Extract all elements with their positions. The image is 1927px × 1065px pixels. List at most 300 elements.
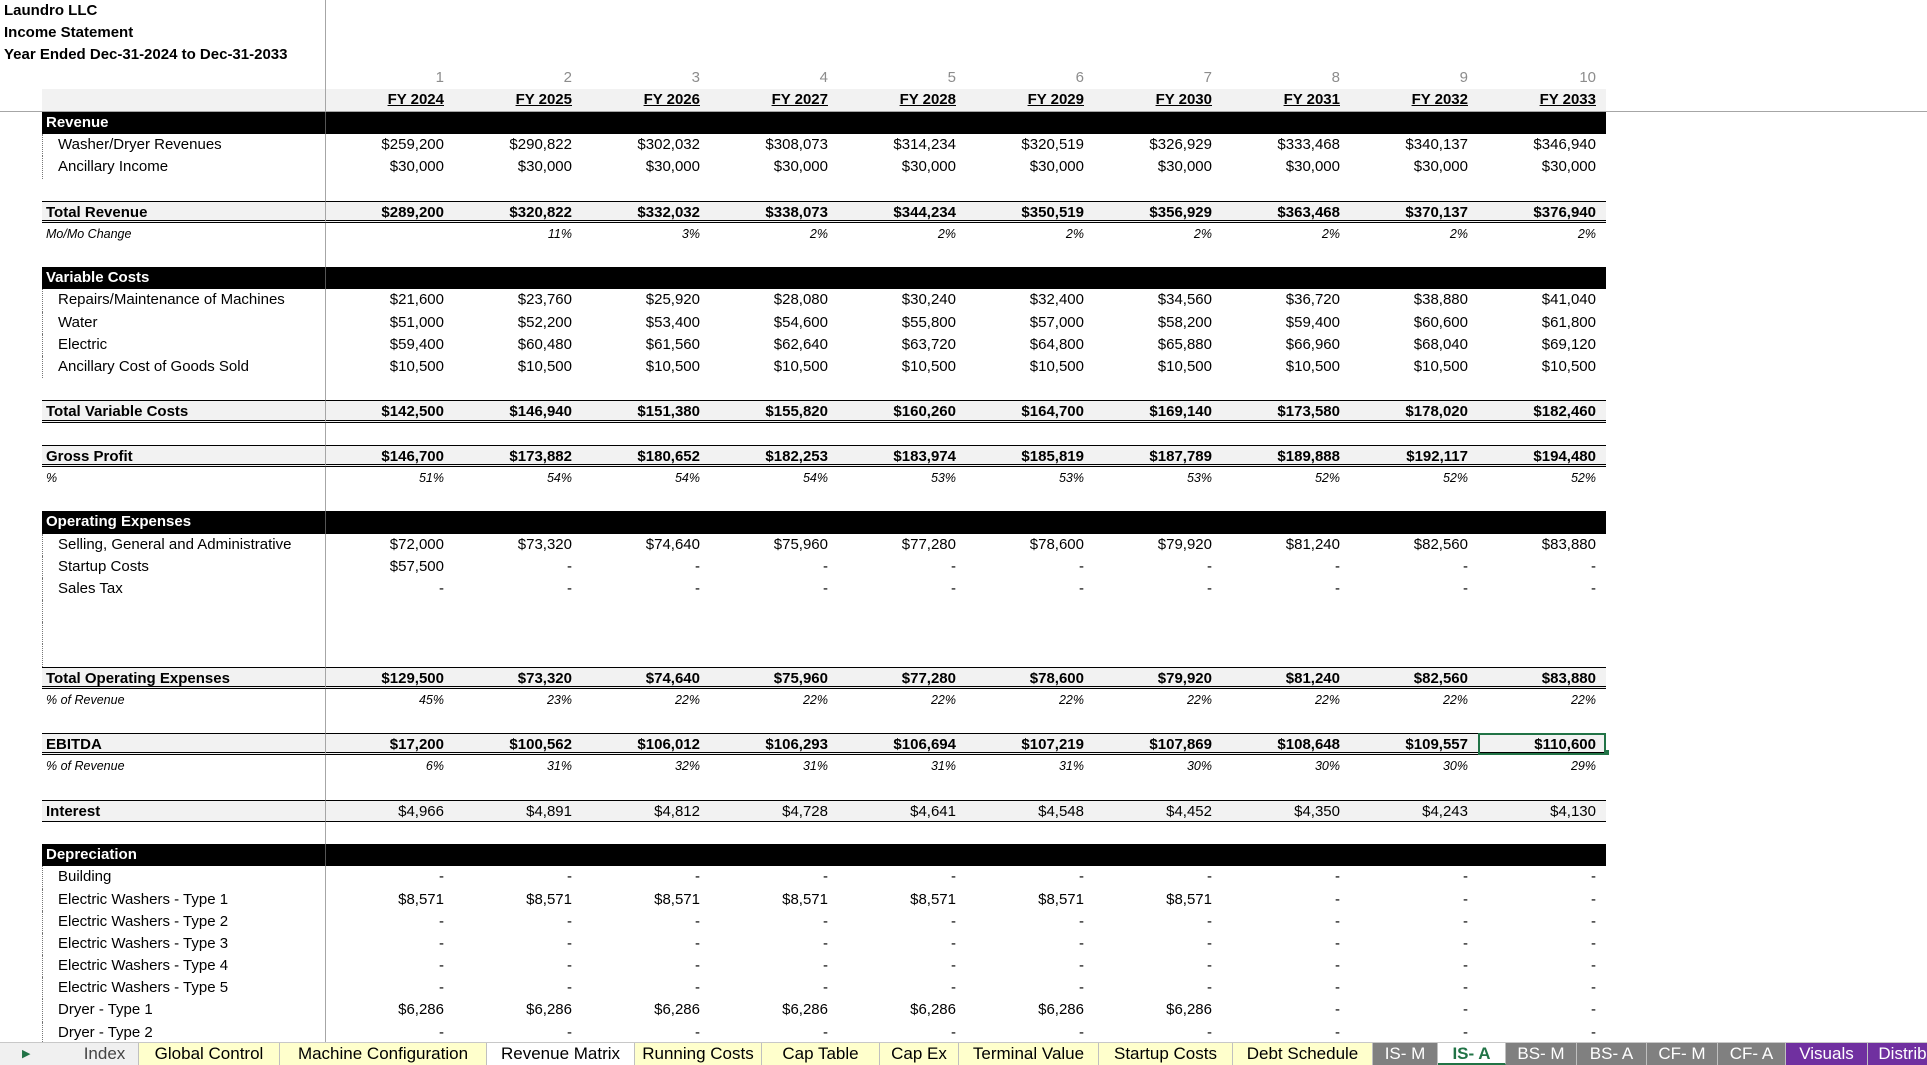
value-cell[interactable]: - bbox=[951, 1023, 956, 1041]
row-label[interactable]: Total Operating Expenses bbox=[42, 667, 326, 689]
value-cell[interactable] bbox=[966, 489, 1094, 511]
value-cell[interactable]: - bbox=[1591, 579, 1596, 597]
value-cell[interactable]: $74,640 bbox=[582, 667, 710, 689]
value-cell[interactable] bbox=[1094, 844, 1222, 866]
row-label[interactable] bbox=[42, 245, 326, 267]
value-cell[interactable]: - bbox=[695, 1023, 700, 1041]
value-cell[interactable]: 29% bbox=[1570, 759, 1596, 774]
row-label[interactable]: Total Variable Costs bbox=[42, 400, 326, 422]
value-cell[interactable] bbox=[582, 822, 710, 844]
value-cell[interactable] bbox=[1350, 423, 1478, 445]
value-cell[interactable]: $61,800 bbox=[1541, 313, 1596, 331]
value-cell[interactable] bbox=[710, 511, 838, 533]
value-cell[interactable] bbox=[838, 378, 966, 400]
value-cell[interactable]: $72,000 bbox=[389, 535, 444, 553]
value-cell[interactable] bbox=[1094, 378, 1222, 400]
value-cell[interactable] bbox=[710, 600, 838, 622]
value-cell[interactable] bbox=[966, 179, 1094, 201]
value-cell[interactable] bbox=[1350, 245, 1478, 267]
row-label[interactable]: Ancillary Cost of Goods Sold bbox=[42, 356, 326, 378]
value-cell[interactable]: 54% bbox=[674, 470, 700, 485]
value-cell[interactable]: - bbox=[823, 868, 828, 886]
value-cell[interactable]: $63,720 bbox=[901, 335, 956, 353]
value-cell[interactable] bbox=[966, 245, 1094, 267]
value-cell[interactable]: - bbox=[1463, 579, 1468, 597]
value-cell[interactable]: $8,571 bbox=[782, 890, 828, 908]
value-cell[interactable]: 2% bbox=[809, 226, 828, 241]
row-label[interactable]: Variable Costs bbox=[42, 267, 326, 289]
value-cell[interactable]: - bbox=[1079, 1023, 1084, 1041]
value-cell[interactable] bbox=[966, 511, 1094, 533]
value-cell[interactable] bbox=[454, 644, 582, 666]
value-cell[interactable] bbox=[966, 267, 1094, 289]
value-cell[interactable] bbox=[838, 179, 966, 201]
value-cell[interactable]: - bbox=[1591, 1023, 1596, 1041]
value-cell[interactable]: 53% bbox=[1186, 470, 1212, 485]
value-cell[interactable]: - bbox=[1335, 957, 1340, 975]
value-cell[interactable]: $68,040 bbox=[1413, 335, 1468, 353]
value-cell[interactable] bbox=[326, 245, 454, 267]
value-cell[interactable] bbox=[838, 778, 966, 800]
value-cell[interactable]: $55,800 bbox=[901, 313, 956, 331]
value-cell[interactable] bbox=[966, 644, 1094, 666]
value-cell[interactable] bbox=[582, 622, 710, 644]
selected-cell[interactable]: $110,600 bbox=[1478, 733, 1606, 755]
value-cell[interactable]: $4,548 bbox=[966, 800, 1094, 822]
value-cell[interactable] bbox=[1094, 423, 1222, 445]
value-cell[interactable]: $10,500 bbox=[1541, 358, 1596, 375]
value-cell[interactable]: - bbox=[1335, 868, 1340, 886]
value-cell[interactable] bbox=[838, 844, 966, 866]
row-label[interactable] bbox=[42, 778, 326, 800]
value-cell[interactable] bbox=[1094, 489, 1222, 511]
value-cell[interactable] bbox=[582, 511, 710, 533]
value-cell[interactable] bbox=[838, 267, 966, 289]
value-cell[interactable]: - bbox=[439, 912, 444, 930]
value-cell[interactable] bbox=[1222, 622, 1350, 644]
value-cell[interactable] bbox=[1478, 778, 1606, 800]
row-label[interactable]: Electric Washers - Type 2 bbox=[42, 911, 326, 933]
value-cell[interactable] bbox=[582, 112, 710, 134]
value-cell[interactable]: $83,880 bbox=[1541, 535, 1596, 553]
value-cell[interactable]: $30,000 bbox=[517, 158, 572, 176]
value-cell[interactable]: $356,929 bbox=[1094, 201, 1222, 223]
value-cell[interactable]: $10,500 bbox=[1413, 358, 1468, 375]
value-cell[interactable]: $302,032 bbox=[637, 136, 700, 154]
value-cell[interactable]: 30% bbox=[1442, 759, 1468, 774]
sheet-tab-is-a[interactable]: IS- A bbox=[1438, 1043, 1506, 1065]
value-cell[interactable]: $10,500 bbox=[389, 358, 444, 375]
value-cell[interactable] bbox=[1222, 844, 1350, 866]
row-label[interactable]: % of Revenue bbox=[42, 689, 326, 711]
scroll-tabs-right-icon[interactable]: ▶ bbox=[22, 1048, 31, 1060]
value-cell[interactable]: - bbox=[823, 912, 828, 930]
row-label[interactable] bbox=[42, 600, 326, 622]
year-header-cell[interactable] bbox=[454, 89, 582, 111]
value-cell[interactable]: $320,822 bbox=[454, 201, 582, 223]
sheet-tab-cf-m[interactable]: CF- M bbox=[1647, 1043, 1718, 1065]
value-cell[interactable]: $173,882 bbox=[454, 445, 582, 467]
sheet-tab-bs-a[interactable]: BS- A bbox=[1577, 1043, 1647, 1065]
value-cell[interactable]: $376,940 bbox=[1478, 201, 1606, 223]
value-cell[interactable]: $332,032 bbox=[582, 201, 710, 223]
value-cell[interactable] bbox=[710, 644, 838, 666]
value-cell[interactable] bbox=[326, 844, 454, 866]
value-cell[interactable] bbox=[710, 489, 838, 511]
value-cell[interactable]: $8,571 bbox=[910, 890, 956, 908]
value-cell[interactable]: $59,400 bbox=[389, 335, 444, 353]
value-cell[interactable] bbox=[326, 511, 454, 533]
value-cell[interactable]: - bbox=[695, 957, 700, 975]
value-cell[interactable]: - bbox=[1207, 912, 1212, 930]
row-label[interactable]: Building bbox=[42, 866, 326, 888]
sheet-tab-is-m[interactable]: IS- M bbox=[1373, 1043, 1438, 1065]
value-cell[interactable]: $160,260 bbox=[838, 400, 966, 422]
value-cell[interactable] bbox=[1478, 822, 1606, 844]
value-cell[interactable]: $4,350 bbox=[1222, 800, 1350, 822]
value-cell[interactable]: $17,200 bbox=[326, 733, 454, 755]
value-cell[interactable]: $54,600 bbox=[773, 313, 828, 331]
value-cell[interactable]: $66,960 bbox=[1285, 335, 1340, 353]
value-cell[interactable] bbox=[1478, 844, 1606, 866]
value-cell[interactable] bbox=[838, 245, 966, 267]
value-cell[interactable]: $189,888 bbox=[1222, 445, 1350, 467]
row-label[interactable]: Mo/Mo Change bbox=[42, 223, 326, 245]
value-cell[interactable]: - bbox=[1335, 934, 1340, 952]
value-cell[interactable]: $4,966 bbox=[326, 800, 454, 822]
value-cell[interactable]: - bbox=[1079, 934, 1084, 952]
value-cell[interactable]: - bbox=[1335, 579, 1340, 597]
value-cell[interactable]: - bbox=[439, 1023, 444, 1041]
value-cell[interactable]: - bbox=[1463, 934, 1468, 952]
value-cell[interactable]: $30,000 bbox=[389, 158, 444, 176]
value-cell[interactable] bbox=[1222, 644, 1350, 666]
value-cell[interactable]: $107,219 bbox=[966, 733, 1094, 755]
value-cell[interactable]: 3% bbox=[681, 226, 700, 241]
value-cell[interactable]: 22% bbox=[930, 692, 956, 707]
value-cell[interactable] bbox=[454, 179, 582, 201]
row-label[interactable]: Dryer - Type 2 bbox=[42, 1022, 326, 1042]
value-cell[interactable]: $164,700 bbox=[966, 400, 1094, 422]
value-cell[interactable]: $142,500 bbox=[326, 400, 454, 422]
value-cell[interactable]: - bbox=[567, 957, 572, 975]
value-cell[interactable] bbox=[582, 844, 710, 866]
value-cell[interactable]: - bbox=[951, 934, 956, 952]
value-cell[interactable]: $74,640 bbox=[645, 535, 700, 553]
value-cell[interactable] bbox=[326, 423, 454, 445]
value-cell[interactable]: - bbox=[1207, 868, 1212, 886]
value-cell[interactable]: - bbox=[1463, 912, 1468, 930]
value-cell[interactable]: - bbox=[567, 868, 572, 886]
value-cell[interactable]: $8,571 bbox=[1166, 890, 1212, 908]
value-cell[interactable]: - bbox=[1335, 1001, 1340, 1019]
value-cell[interactable] bbox=[1094, 112, 1222, 134]
value-cell[interactable] bbox=[326, 223, 454, 245]
value-cell[interactable]: $10,500 bbox=[1029, 358, 1084, 375]
value-cell[interactable]: $180,652 bbox=[582, 445, 710, 467]
value-cell[interactable]: - bbox=[439, 868, 444, 886]
value-cell[interactable]: $4,130 bbox=[1478, 800, 1606, 822]
year-header-cell[interactable] bbox=[326, 89, 454, 111]
value-cell[interactable] bbox=[966, 844, 1094, 866]
value-cell[interactable]: - bbox=[1079, 557, 1084, 575]
value-cell[interactable]: - bbox=[951, 912, 956, 930]
value-cell[interactable]: - bbox=[1591, 912, 1596, 930]
value-cell[interactable] bbox=[1478, 179, 1606, 201]
value-cell[interactable]: 2% bbox=[1449, 226, 1468, 241]
value-cell[interactable]: - bbox=[1591, 890, 1596, 908]
value-cell[interactable]: $129,500 bbox=[326, 667, 454, 689]
value-cell[interactable]: $73,320 bbox=[454, 667, 582, 689]
value-cell[interactable]: $60,600 bbox=[1413, 313, 1468, 331]
value-cell[interactable] bbox=[966, 822, 1094, 844]
value-cell[interactable] bbox=[326, 822, 454, 844]
value-cell[interactable]: $290,822 bbox=[509, 136, 572, 154]
value-cell[interactable] bbox=[454, 423, 582, 445]
value-cell[interactable] bbox=[838, 600, 966, 622]
value-cell[interactable]: - bbox=[1079, 912, 1084, 930]
value-cell[interactable]: $75,960 bbox=[710, 667, 838, 689]
value-cell[interactable]: $41,040 bbox=[1541, 291, 1596, 309]
value-cell[interactable]: $146,700 bbox=[326, 445, 454, 467]
row-label[interactable] bbox=[42, 622, 326, 644]
sheet-tab-global-control[interactable]: Global Control bbox=[139, 1043, 280, 1065]
sheet-tab-running-costs[interactable]: Running Costs bbox=[635, 1043, 762, 1065]
row-label[interactable]: Electric bbox=[42, 334, 326, 356]
value-cell[interactable]: 6% bbox=[425, 759, 444, 774]
row-label[interactable]: Electric Washers - Type 5 bbox=[42, 977, 326, 999]
value-cell[interactable]: $178,020 bbox=[1350, 400, 1478, 422]
value-cell[interactable]: - bbox=[695, 934, 700, 952]
value-cell[interactable] bbox=[326, 600, 454, 622]
value-cell[interactable]: - bbox=[951, 979, 956, 997]
value-cell[interactable] bbox=[1094, 644, 1222, 666]
value-cell[interactable]: $32,400 bbox=[1029, 291, 1084, 309]
value-cell[interactable]: $338,073 bbox=[710, 201, 838, 223]
value-cell[interactable]: 31% bbox=[546, 759, 572, 774]
value-cell[interactable] bbox=[1094, 622, 1222, 644]
value-cell[interactable] bbox=[1350, 112, 1478, 134]
value-cell[interactable]: 53% bbox=[930, 470, 956, 485]
value-cell[interactable]: - bbox=[1463, 557, 1468, 575]
value-cell[interactable]: $82,560 bbox=[1350, 667, 1478, 689]
value-cell[interactable] bbox=[454, 378, 582, 400]
value-cell[interactable]: - bbox=[1591, 1001, 1596, 1019]
value-cell[interactable] bbox=[1094, 600, 1222, 622]
value-cell[interactable] bbox=[1222, 423, 1350, 445]
value-cell[interactable] bbox=[710, 778, 838, 800]
value-cell[interactable]: - bbox=[951, 957, 956, 975]
value-cell[interactable]: 31% bbox=[1058, 759, 1084, 774]
value-cell[interactable]: $6,286 bbox=[526, 1001, 572, 1019]
value-cell[interactable] bbox=[582, 778, 710, 800]
value-cell[interactable]: $79,920 bbox=[1157, 535, 1212, 553]
value-cell[interactable]: $4,243 bbox=[1350, 800, 1478, 822]
value-cell[interactable]: $30,000 bbox=[773, 158, 828, 176]
value-cell[interactable]: - bbox=[1463, 1023, 1468, 1041]
value-cell[interactable]: $25,920 bbox=[645, 291, 700, 309]
value-cell[interactable] bbox=[710, 112, 838, 134]
value-cell[interactable] bbox=[838, 112, 966, 134]
value-cell[interactable]: $34,560 bbox=[1157, 291, 1212, 309]
value-cell[interactable]: - bbox=[823, 1023, 828, 1041]
value-cell[interactable] bbox=[838, 711, 966, 733]
value-cell[interactable] bbox=[1478, 423, 1606, 445]
row-label[interactable]: Depreciation bbox=[42, 844, 326, 866]
value-cell[interactable] bbox=[582, 378, 710, 400]
year-header-cell[interactable] bbox=[1222, 89, 1350, 111]
value-cell[interactable] bbox=[1094, 245, 1222, 267]
value-cell[interactable]: - bbox=[1079, 868, 1084, 886]
value-cell[interactable] bbox=[710, 267, 838, 289]
value-cell[interactable] bbox=[1350, 711, 1478, 733]
value-cell[interactable]: - bbox=[1463, 957, 1468, 975]
value-cell[interactable]: $106,694 bbox=[838, 733, 966, 755]
value-cell[interactable]: $30,000 bbox=[1541, 158, 1596, 176]
value-cell[interactable]: 51% bbox=[418, 470, 444, 485]
value-cell[interactable]: $59,400 bbox=[1285, 313, 1340, 331]
value-cell[interactable]: 11% bbox=[547, 226, 572, 241]
value-cell[interactable] bbox=[710, 423, 838, 445]
value-cell[interactable] bbox=[454, 267, 582, 289]
value-cell[interactable]: - bbox=[1335, 979, 1340, 997]
value-cell[interactable] bbox=[1094, 711, 1222, 733]
value-cell[interactable] bbox=[326, 267, 454, 289]
value-cell[interactable] bbox=[710, 245, 838, 267]
year-header-cell[interactable] bbox=[582, 89, 710, 111]
value-cell[interactable]: - bbox=[439, 979, 444, 997]
sheet-tab-debt-schedule[interactable]: Debt Schedule bbox=[1233, 1043, 1373, 1065]
row-label[interactable]: Ancillary Income bbox=[42, 156, 326, 178]
value-cell[interactable]: - bbox=[823, 557, 828, 575]
value-cell[interactable] bbox=[326, 622, 454, 644]
value-cell[interactable]: $151,380 bbox=[582, 400, 710, 422]
year-header-cell[interactable] bbox=[1350, 89, 1478, 111]
value-cell[interactable]: $53,400 bbox=[645, 313, 700, 331]
value-cell[interactable] bbox=[326, 179, 454, 201]
value-cell[interactable]: - bbox=[567, 1023, 572, 1041]
value-cell[interactable]: $173,580 bbox=[1222, 400, 1350, 422]
value-cell[interactable] bbox=[966, 622, 1094, 644]
value-cell[interactable]: $21,600 bbox=[389, 291, 444, 309]
row-label[interactable]: Operating Expenses bbox=[42, 511, 326, 533]
year-header-cell[interactable] bbox=[838, 89, 966, 111]
value-cell[interactable]: 32% bbox=[674, 759, 700, 774]
value-cell[interactable]: $8,571 bbox=[1038, 890, 1084, 908]
value-cell[interactable]: $57,500 bbox=[389, 557, 444, 575]
value-cell[interactable]: $187,789 bbox=[1094, 445, 1222, 467]
value-cell[interactable]: $28,080 bbox=[773, 291, 828, 309]
value-cell[interactable]: 53% bbox=[1058, 470, 1084, 485]
value-cell[interactable]: $82,560 bbox=[1413, 535, 1468, 553]
value-cell[interactable]: - bbox=[1207, 579, 1212, 597]
value-cell[interactable] bbox=[1222, 378, 1350, 400]
sheet-tab-cf-a[interactable]: CF- A bbox=[1718, 1043, 1786, 1065]
value-cell[interactable] bbox=[1350, 511, 1478, 533]
value-cell[interactable] bbox=[1222, 112, 1350, 134]
row-label[interactable] bbox=[42, 179, 326, 201]
value-cell[interactable]: $107,869 bbox=[1094, 733, 1222, 755]
row-label[interactable]: Electric Washers - Type 3 bbox=[42, 933, 326, 955]
row-label[interactable]: Selling, General and Administrative bbox=[42, 534, 326, 556]
value-cell[interactable] bbox=[966, 112, 1094, 134]
value-cell[interactable]: - bbox=[1591, 934, 1596, 952]
value-cell[interactable]: $6,286 bbox=[1166, 1001, 1212, 1019]
value-cell[interactable]: - bbox=[1079, 579, 1084, 597]
value-cell[interactable]: $10,500 bbox=[645, 358, 700, 375]
value-cell[interactable]: $60,480 bbox=[517, 335, 572, 353]
value-cell[interactable] bbox=[1478, 711, 1606, 733]
value-cell[interactable]: $77,280 bbox=[838, 667, 966, 689]
value-cell[interactable] bbox=[1478, 511, 1606, 533]
value-cell[interactable] bbox=[454, 778, 582, 800]
sheet-tab-machine-configuration[interactable]: Machine Configuration bbox=[280, 1043, 487, 1065]
value-cell[interactable]: 52% bbox=[1314, 470, 1340, 485]
value-cell[interactable] bbox=[1350, 822, 1478, 844]
value-cell[interactable]: $6,286 bbox=[398, 1001, 444, 1019]
value-cell[interactable] bbox=[454, 622, 582, 644]
value-cell[interactable]: $182,253 bbox=[710, 445, 838, 467]
value-cell[interactable]: $79,920 bbox=[1094, 667, 1222, 689]
sheet-tab-distrib[interactable]: Distrib bbox=[1868, 1043, 1927, 1065]
value-cell[interactable] bbox=[582, 644, 710, 666]
row-label[interactable]: Gross Profit bbox=[42, 445, 326, 467]
value-cell[interactable]: $10,500 bbox=[773, 358, 828, 375]
value-cell[interactable] bbox=[1222, 267, 1350, 289]
company-name[interactable]: Laundro LLC bbox=[0, 0, 326, 22]
value-cell[interactable]: 2% bbox=[1065, 226, 1084, 241]
value-cell[interactable]: $10,500 bbox=[901, 358, 956, 375]
value-cell[interactable] bbox=[966, 600, 1094, 622]
value-cell[interactable]: $344,234 bbox=[838, 201, 966, 223]
value-cell[interactable]: $6,286 bbox=[654, 1001, 700, 1019]
row-label[interactable] bbox=[42, 711, 326, 733]
value-cell[interactable] bbox=[1478, 600, 1606, 622]
value-cell[interactable]: $183,974 bbox=[838, 445, 966, 467]
value-cell[interactable]: 22% bbox=[1570, 692, 1596, 707]
value-cell[interactable]: - bbox=[695, 868, 700, 886]
value-cell[interactable] bbox=[838, 489, 966, 511]
value-cell[interactable] bbox=[1222, 245, 1350, 267]
year-header-cell[interactable] bbox=[710, 89, 838, 111]
value-cell[interactable]: - bbox=[1335, 1023, 1340, 1041]
sheet-tab-terminal-value[interactable]: Terminal Value bbox=[959, 1043, 1099, 1065]
value-cell[interactable] bbox=[582, 600, 710, 622]
value-cell[interactable] bbox=[326, 711, 454, 733]
row-label[interactable]: % of Revenue bbox=[42, 755, 326, 777]
value-cell[interactable]: $109,557 bbox=[1350, 733, 1478, 755]
value-cell[interactable] bbox=[966, 711, 1094, 733]
value-cell[interactable]: - bbox=[567, 579, 572, 597]
value-cell[interactable]: 23% bbox=[546, 692, 572, 707]
value-cell[interactable]: $192,117 bbox=[1350, 445, 1478, 467]
row-label[interactable]: % bbox=[42, 467, 326, 489]
value-cell[interactable]: - bbox=[951, 557, 956, 575]
value-cell[interactable]: - bbox=[567, 912, 572, 930]
value-cell[interactable]: - bbox=[695, 979, 700, 997]
value-cell[interactable] bbox=[838, 423, 966, 445]
value-cell[interactable]: $73,320 bbox=[517, 535, 572, 553]
value-cell[interactable]: - bbox=[1207, 957, 1212, 975]
value-cell[interactable] bbox=[1478, 489, 1606, 511]
row-label[interactable]: Startup Costs bbox=[42, 556, 326, 578]
value-cell[interactable] bbox=[326, 489, 454, 511]
value-cell[interactable]: $308,073 bbox=[765, 136, 828, 154]
value-cell[interactable]: - bbox=[1591, 979, 1596, 997]
value-cell[interactable] bbox=[1222, 489, 1350, 511]
row-label[interactable] bbox=[42, 423, 326, 445]
statement-title[interactable]: Income Statement bbox=[0, 22, 326, 44]
